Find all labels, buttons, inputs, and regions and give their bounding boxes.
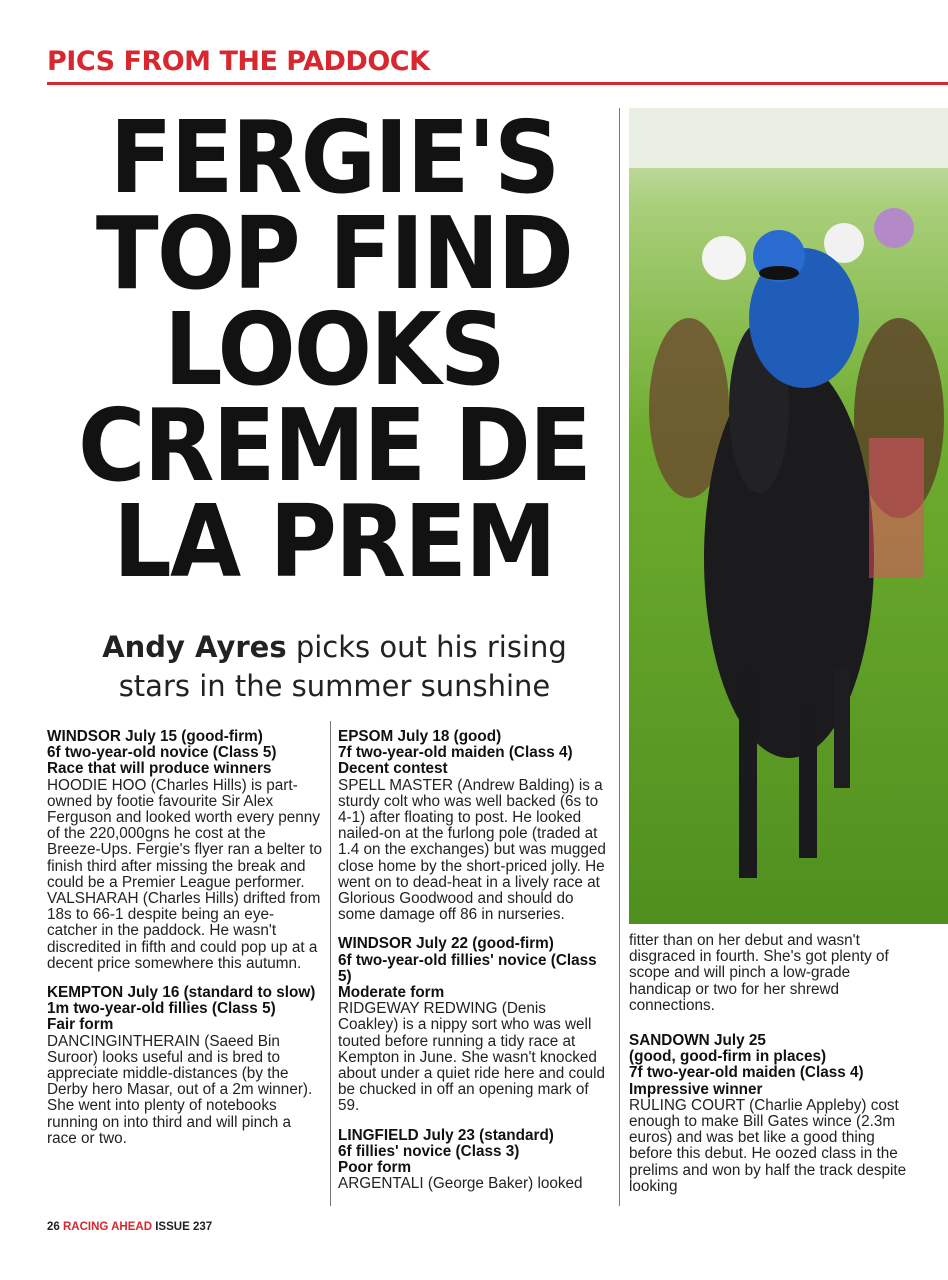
race-verdict: Impressive winner — [629, 1080, 763, 1098]
race-class: 6f two-year-old novice (Class 5) — [47, 744, 277, 762]
race-report — [338, 936, 610, 1114]
issue-number: ISSUE 237 — [155, 1221, 213, 1233]
race-report-continued — [629, 933, 911, 1014]
race-class: 7f two-year-old maiden (Class 4) — [629, 1064, 864, 1082]
race-report — [338, 1128, 610, 1193]
race-report — [47, 985, 323, 1147]
race-class: 6f two-year-old fillies' novice (Class 5) — [338, 951, 597, 985]
race-verdict: Fair form — [47, 1016, 114, 1034]
section-title: PICS FROM THE PADDOCK — [47, 46, 430, 77]
headline — [40, 99, 628, 600]
standfirst-text: picks out his rising — [286, 630, 567, 664]
race-class: 7f two-year-old maiden (Class 4) — [338, 744, 573, 762]
report-paragraph: SPELL MASTER (Andrew Balding) is a sturdy colt who was well backed (6s to 4-1) after floating to post. He looked nailed-on at the furlong pole (traded at 1.4 on the exchanges) but was mugged close home by the short-priced jolly. He went on to dead-heat in a lively race at Glorious Goodwood and should do some damage off 86 in nurseries. — [338, 776, 606, 924]
race-verdict: Race that will produce winners — [47, 760, 272, 778]
standfirst — [47, 628, 622, 706]
report-paragraph: HOODIE HOO (Charles Hills) is part-owned by footie favourite Sir Alex Ferguson and looked worth every penny of the 220,000gns he cost at the Breeze-Ups. Fergie's flyer ran a belter to finish third after missing the break and could be a Premier League performer. — [47, 776, 322, 891]
race-verdict: Moderate form — [338, 984, 445, 1002]
section-rule — [47, 82, 948, 85]
report-paragraph: RULING COURT (Charlie Appleby) cost enough to make Bill Gates wince (2.3m euros) and was bet like a good thing before this debut. He oozed class in the prelims and won by half the track despite looking — [629, 1096, 907, 1195]
report-paragraph: DANCINGINTHERAIN (Saeed Bin Suroor) looks useful and is bred to appreciate middle-distances (by the Derby hero Masar, out of a 2m winner). She went into plenty of notebooks running on into third and will pinch a race or two. — [47, 1032, 313, 1147]
race-going: (good, good-firm in places) — [629, 1048, 827, 1066]
report-paragraph: ARGENTALI (George Baker) looked — [338, 1175, 583, 1193]
headline-line: CREME DE — [77, 387, 591, 504]
race-class: 1m two-year-old fillies (Class 5) — [47, 1000, 276, 1018]
race-heading: SANDOWN July 25 — [629, 1032, 766, 1050]
magazine-brand: RACING AHEAD — [63, 1221, 153, 1233]
race-verdict: Decent contest — [338, 760, 448, 778]
author-name: Andy Ayres — [102, 630, 287, 664]
headline-line: LOOKS — [163, 291, 505, 408]
page-number: 26 — [47, 1221, 60, 1233]
column-3 — [629, 933, 911, 1208]
headline-line: LA PREM — [113, 483, 555, 600]
race-verdict: Poor form — [338, 1159, 412, 1177]
headline-line: TOP FIND — [95, 195, 573, 312]
race-heading: WINDSOR July 15 (good-firm) — [47, 728, 263, 745]
headline-line: FERGIE'S — [109, 99, 559, 216]
report-paragraph: RIDGEWAY REDWING (Denis Coakley) is a nippy sort who was well touted before running a tidy race at Kempton in June. She wasn't knocked about under a quiet ride here and could be chucked in off an opening mark of 59. — [338, 1000, 606, 1115]
race-heading: LINGFIELD July 23 (standard) — [338, 1126, 554, 1144]
race-report — [47, 729, 323, 972]
page-footer — [47, 1221, 212, 1233]
race-heading: KEMPTON July 16 (standard to slow) — [47, 984, 316, 1002]
standfirst-text: stars in the summer sunshine — [118, 669, 551, 703]
column-2 — [338, 729, 610, 1205]
horse-racing-photo — [629, 108, 948, 924]
column-1 — [47, 729, 323, 1160]
race-heading: WINDSOR July 22 (good-firm) — [338, 935, 554, 953]
race-heading: EPSOM July 18 (good) — [338, 728, 502, 745]
column-divider — [619, 108, 620, 1206]
column-divider — [330, 721, 331, 1206]
race-report — [629, 1033, 911, 1195]
race-class: 6f fillies' novice (Class 3) — [338, 1142, 520, 1160]
race-report — [338, 729, 610, 923]
report-paragraph: fitter than on her debut and wasn't disgraced in fourth. She's got plenty of scope and will pinch a low-grade handicap or two for her shrewd connections. — [629, 932, 889, 1014]
report-paragraph: VALSHARAH (Charles Hills) drifted from 18s to 66-1 despite being an eye-catcher in the paddock. He wasn't discredited in fifth and could pop up at a decent price somewhere this autumn. — [47, 890, 321, 972]
